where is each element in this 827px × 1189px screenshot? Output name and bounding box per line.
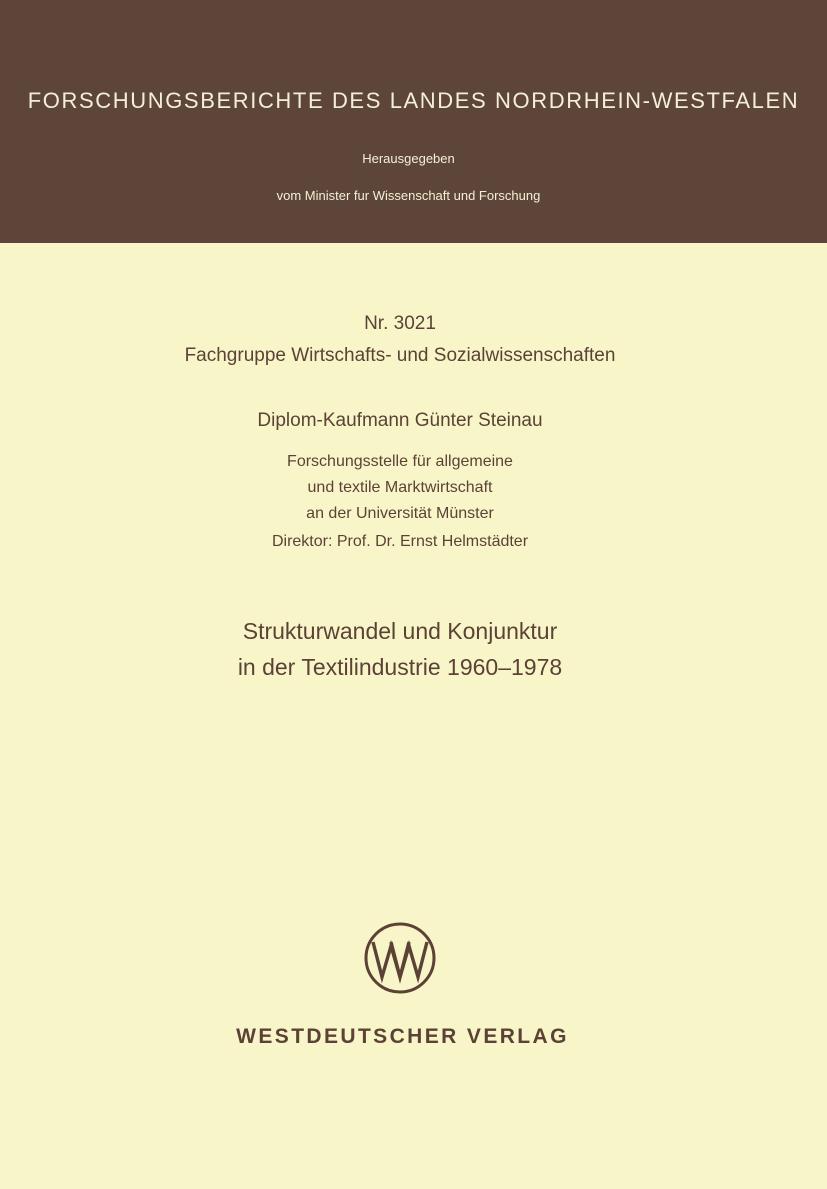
header-band [0, 0, 827, 243]
ww-logo-icon [364, 922, 436, 994]
institution-line: Forschungsstelle für allgemeine [287, 453, 513, 470]
report-number: Nr. 3021 [364, 313, 436, 334]
publisher-ministry: vom Minister fur Wissenschaft und Forschung [276, 188, 541, 203]
publisher-line: Herausgegeben [362, 151, 455, 166]
publisher-name: WESTDEUTSCHER VERLAG [236, 1025, 569, 1048]
institution-line: an der Universität Münster [306, 505, 494, 522]
book-title: Strukturwandel und Konjunktur [242, 618, 558, 644]
subject-group: Fachgruppe Wirtschafts- und Sozialwissenschaften [184, 345, 616, 366]
book-subtitle: in der Textilindustrie 1960–1978 [237, 654, 563, 680]
series-title: FORSCHUNGSBERICHTE DES LANDES NORDRHEIN-WESTFALEN [27, 88, 800, 113]
institution-line: und textile Marktwirtschaft [307, 479, 493, 496]
institution-director: Direktor: Prof. Dr. Ernst Helmstädter [271, 533, 529, 550]
author: Diplom-Kaufmann Günter Steinau [257, 410, 543, 431]
